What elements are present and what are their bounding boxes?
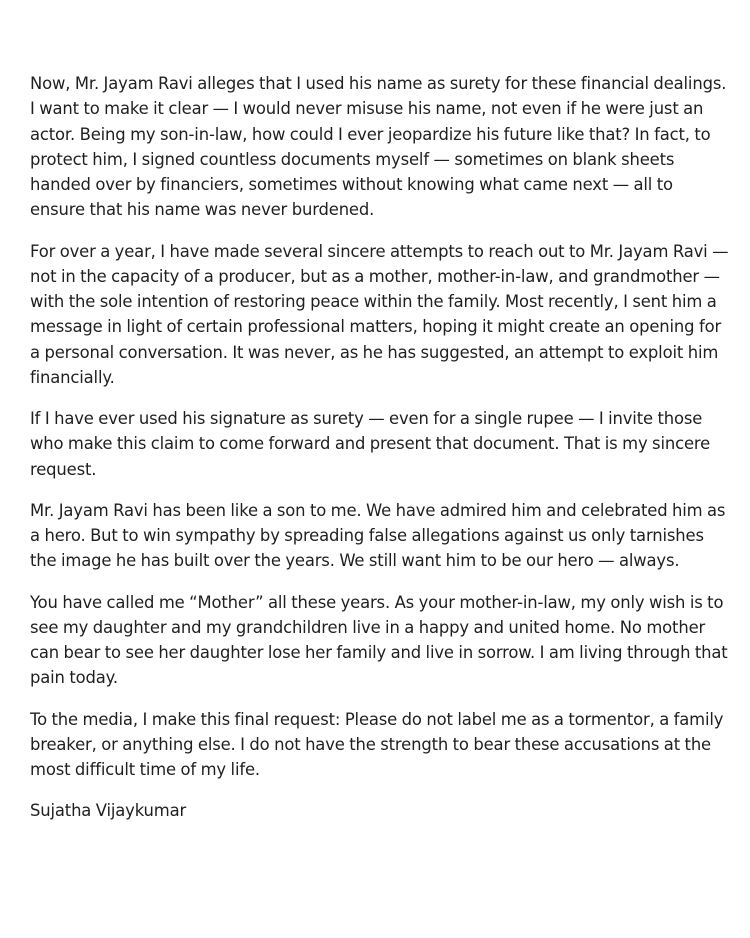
paragraph-reconciliation-attempts: For over a year, I have made several sincere attempts to reach out to Mr. Jayam Ravi — not in the capacity of a producer, but as a mother, mother-in-law, and grandmother — with the sole intention of restoring peace within the family. Most recently, I sent him a message in light of certain professional matters, hoping it might create an opening for a personal conversation. It was never, as he has suggested, an attempt to exploit him financially. [30,241,729,388]
paragraph-media-request: To the media, I make this final request: Please do not label me as a tormentor, a family breaker, or anything else. I do not have the strength to bear these accusations at the most difficult time of my life. [30,709,724,780]
letter-body [30,71,730,824]
paragraph-like-a-son: Mr. Jayam Ravi has been like a son to me. We have admired him and celebrated him as a hero. But to win sympathy by spreading false allegations against us only tarnishes the image he has built over the years. We still want him to be our hero — always. [30,500,726,571]
paragraph-signature-challenge: If I have ever used his signature as surety — even for a single rupee — I invite those who make this claim to come forward and present that document. That is my sincere request. [30,409,711,479]
signature-name: Sujatha Vijaykumar [30,801,187,821]
paragraph-surety-allegation: Now, Mr. Jayam Ravi alleges that I used his name as surety for these financial dealings. I want to make it clear — I would never misuse his name, not even if he were just an actor. Being my son-in-law, how could I ever jeopardize his future like that? In fact, to protect him, I signed countless documents myself — sometimes on blank sheets handed over by financiers, sometimes without knowing what came next — all to ensure that his name was never burdened. [30,74,727,220]
paragraph-mother-wish: You have called me “Mother” all these years. As your mother-in-law, my only wish is to see my daughter and my grandchildren live in a happy and united home. No mother can bear to see her daughter lose her family and live in sorrow. I am living through that pain today. [30,592,728,688]
